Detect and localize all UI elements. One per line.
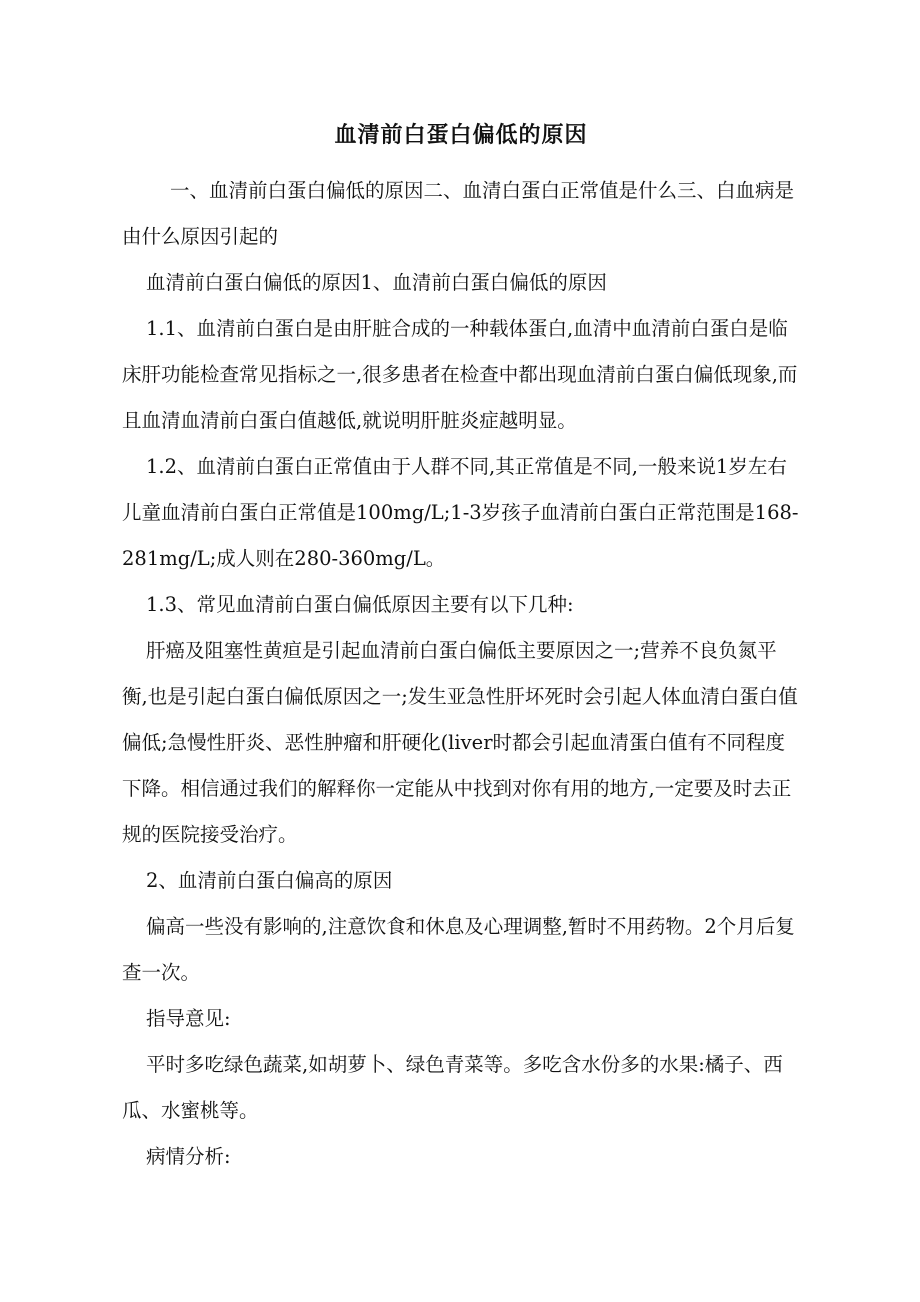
paragraph-1-3: 1.3、常见血清前白蛋白偏低原因主要有以下几种: bbox=[146, 593, 574, 616]
paragraph-diet-advice: 平时多吃绿色蔬菜,如胡萝卜、绿色青菜等。多吃含水份多的水果:橘子、西瓜、水蜜桃等。 bbox=[122, 1053, 783, 1122]
document-title: 血清前白蛋白偏低的原因 bbox=[334, 123, 588, 148]
paragraph-causes: 肝癌及阻塞性黄疸是引起血清前白蛋白偏低主要原因之一;营养不良负氮平衡,也是引起白蛋白偏低原因之一;发生亚急性肝坏死时会引起人体血清白蛋白值偏低;急慢性肝炎、恶性肿瘤和肝硬化(liver时都会引起血清蛋白值有不同程度下降。相信通过我们的解释你一定能从中找到对你有用的地方,一定要及时去正规的医院接受治疗。 bbox=[122, 639, 798, 846]
paragraph-contents-summary: 一、血清前白蛋白偏低的原因二、血清白蛋白正常值是什么三、白血病是由什么原因引起的 bbox=[122, 179, 795, 248]
paragraph-section-heading-1: 血清前白蛋白偏低的原因1、血清前白蛋白偏低的原因 bbox=[146, 271, 607, 294]
paragraph-section-heading-2: 2、血清前白蛋白偏高的原因 bbox=[146, 869, 393, 892]
paragraph-high-advice: 偏高一些没有影响的,注意饮食和休息及心理调整,暂时不用药物。2个月后复查一次。 bbox=[122, 915, 795, 984]
paragraph-analysis-label: 病情分析: bbox=[146, 1145, 231, 1168]
paragraph-1-2: 1.2、血清前白蛋白正常值由于人群不同,其正常值是不同,一般来说1岁左右儿童血清前白蛋白正常值是100mg/L;1-3岁孩子血清前白蛋白正常范围是168-281mg/L;成人则在280-360mg/L。 bbox=[122, 455, 799, 570]
paragraph-1-1: 1.1、血清前白蛋白是由肝脏合成的一种载体蛋白,血清中血清前白蛋白是临床肝功能检查常见指标之一,很多患者在检查中都出现血清前白蛋白偏低现象,而且血清血清前白蛋白值越低,就说明肝脏炎症越明显。 bbox=[122, 317, 798, 432]
paragraph-guidance-label: 指导意见: bbox=[146, 1007, 231, 1030]
